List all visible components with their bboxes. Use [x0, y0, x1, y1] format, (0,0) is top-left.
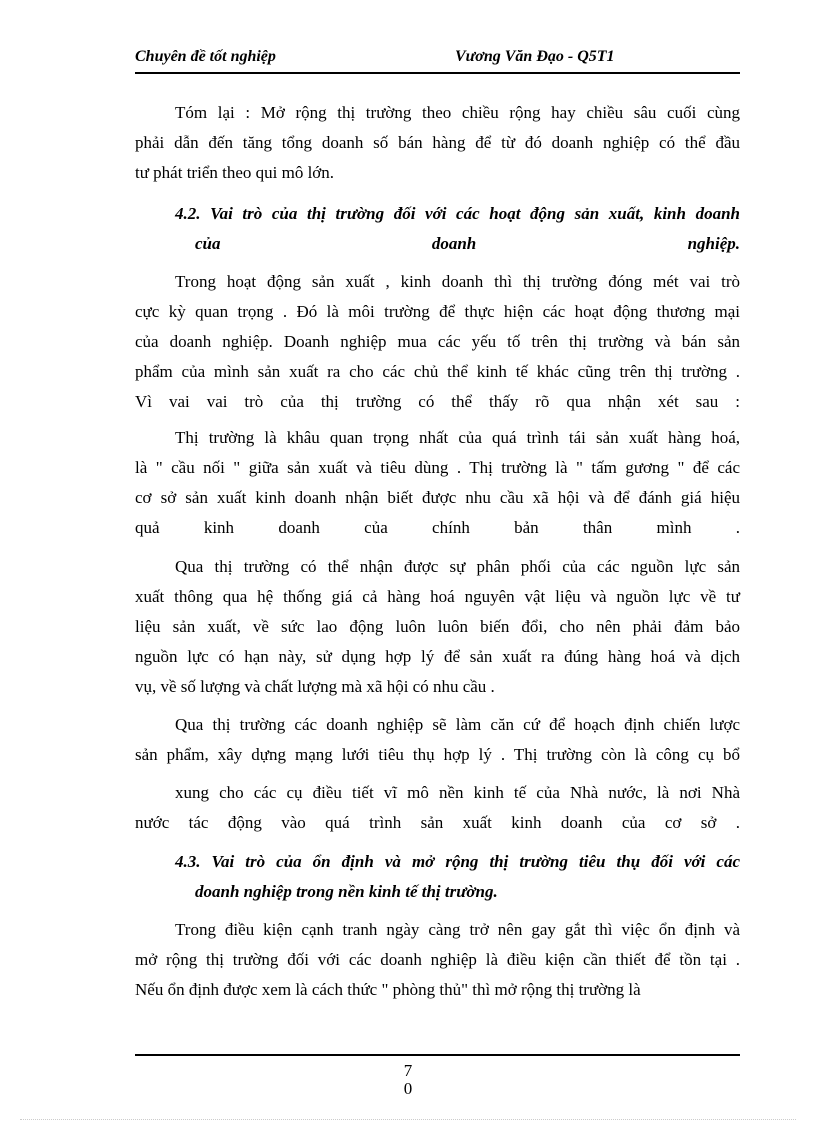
- paragraph-line: vụ, về số lượng và chất lượng mà xã hội có nhu cầu .: [135, 677, 495, 696]
- paragraph-line: Qua thị trường các doanh nghiệp sẽ làm căn cứ để hoạch định chiến lược: [175, 715, 740, 734]
- paragraph-line: quả kinh doanh của chính bản thân mình .: [135, 518, 740, 537]
- section-heading-4-3: 4.3. Vai trò của ổn định và mở rộng thị trường tiêu thụ đối với các: [175, 852, 740, 871]
- paragraph-line: cực kỳ quan trọng . Đó là môi trường để thực hiện các hoạt động thương mại: [135, 302, 740, 321]
- paragraph-line: tư phát triển theo qui mô lớn.: [135, 163, 335, 182]
- section-heading-4-2-cont: của doanh nghiệp.: [195, 234, 740, 253]
- paragraph-line: Tóm lại : Mở rộng thị trường theo chiều rộng hay chiều sâu cuối cùng: [175, 103, 740, 122]
- page-number-digit: 0: [403, 1079, 413, 1098]
- paragraph-line: Thị trường là khâu quan trọng nhất của quá trình tái sản xuất hàng hoá,: [175, 428, 740, 447]
- paragraph-line: Qua thị trường có thể nhận được sự phân phối của các nguồn lực sản: [175, 557, 740, 576]
- paragraph-line: xung cho các cụ điều tiết vĩ mô nền kinh tế của Nhà nước, là nơi Nhà: [175, 783, 740, 802]
- paragraph-line: xuất thông qua hệ thống giá cả hàng hoá nguyên vật liệu và nguồn lực về tư: [135, 587, 740, 606]
- paragraph-line: liệu sản xuất, về sức lao động luôn luôn biến đổi, cho nên phải đảm bảo: [135, 617, 740, 636]
- paragraph-line: nước tác động vào quá trình sản xuất kinh doanh của cơ sở .: [135, 813, 740, 832]
- header-title-left: Chuyên đề tốt nghiệp: [135, 48, 276, 65]
- page-edge-divider: [20, 1119, 796, 1120]
- paragraph-line: Trong điều kiện cạnh tranh ngày càng trở nên gay gắt thì việc ổn định và: [175, 920, 740, 939]
- section-heading-4-3-cont: doanh nghiệp trong nền kinh tế thị trường.: [195, 882, 498, 901]
- paragraph-line: Vì vai vai trò của thị trường có thể thấy rõ qua nhận xét sau :: [135, 392, 740, 411]
- paragraph-line: phải dẫn đến tăng tổng doanh số bán hàng để từ đó doanh nghiệp có thể đầu: [135, 133, 740, 152]
- paragraph-line: của doanh nghiệp. Doanh nghiệp mua các yếu tố trên thị trường và bán sản: [135, 332, 740, 351]
- paragraph-line: mở rộng thị trường đối với các doanh nghiệp là điều kiện cần thiết để tồn tại .: [135, 950, 740, 969]
- paragraph-line: Nếu ổn định được xem là cách thức " phòng thủ" thì mở rộng thị trường là: [135, 980, 641, 999]
- footer-rule: [135, 1054, 740, 1056]
- header-title-right: Vương Văn Đạo - Q5T1: [455, 48, 615, 65]
- paragraph-line: là " cầu nối " giữa sản xuất và tiêu dùng . Thị trường là " tấm gương " để các: [135, 458, 740, 477]
- paragraph-line: cơ sở sản xuất kinh doanh nhận biết được nhu cầu xã hội và để đánh giá hiệu: [135, 488, 740, 507]
- paragraph-line: sản phẩm, xây dựng mạng lưới tiêu thụ hợp lý . Thị trường còn là công cụ bổ: [135, 745, 740, 764]
- section-heading-4-2: 4.2. Vai trò của thị trường đối với các hoạt động sản xuất, kinh doanh: [175, 204, 740, 223]
- page-number-digit: 7: [403, 1061, 413, 1080]
- paragraph-line: phẩm của mình sản xuất ra cho các chủ thể kinh tế khác cũng trên thị trường .: [135, 362, 740, 381]
- header-rule: [135, 72, 740, 74]
- paragraph-line: nguồn lực có hạn này, sử dụng hợp lý để sản xuất ra đúng hàng hoá và dịch: [135, 647, 740, 666]
- paragraph-line: Trong hoạt động sản xuất , kinh doanh thì thị trường đóng mét vai trò: [175, 272, 740, 291]
